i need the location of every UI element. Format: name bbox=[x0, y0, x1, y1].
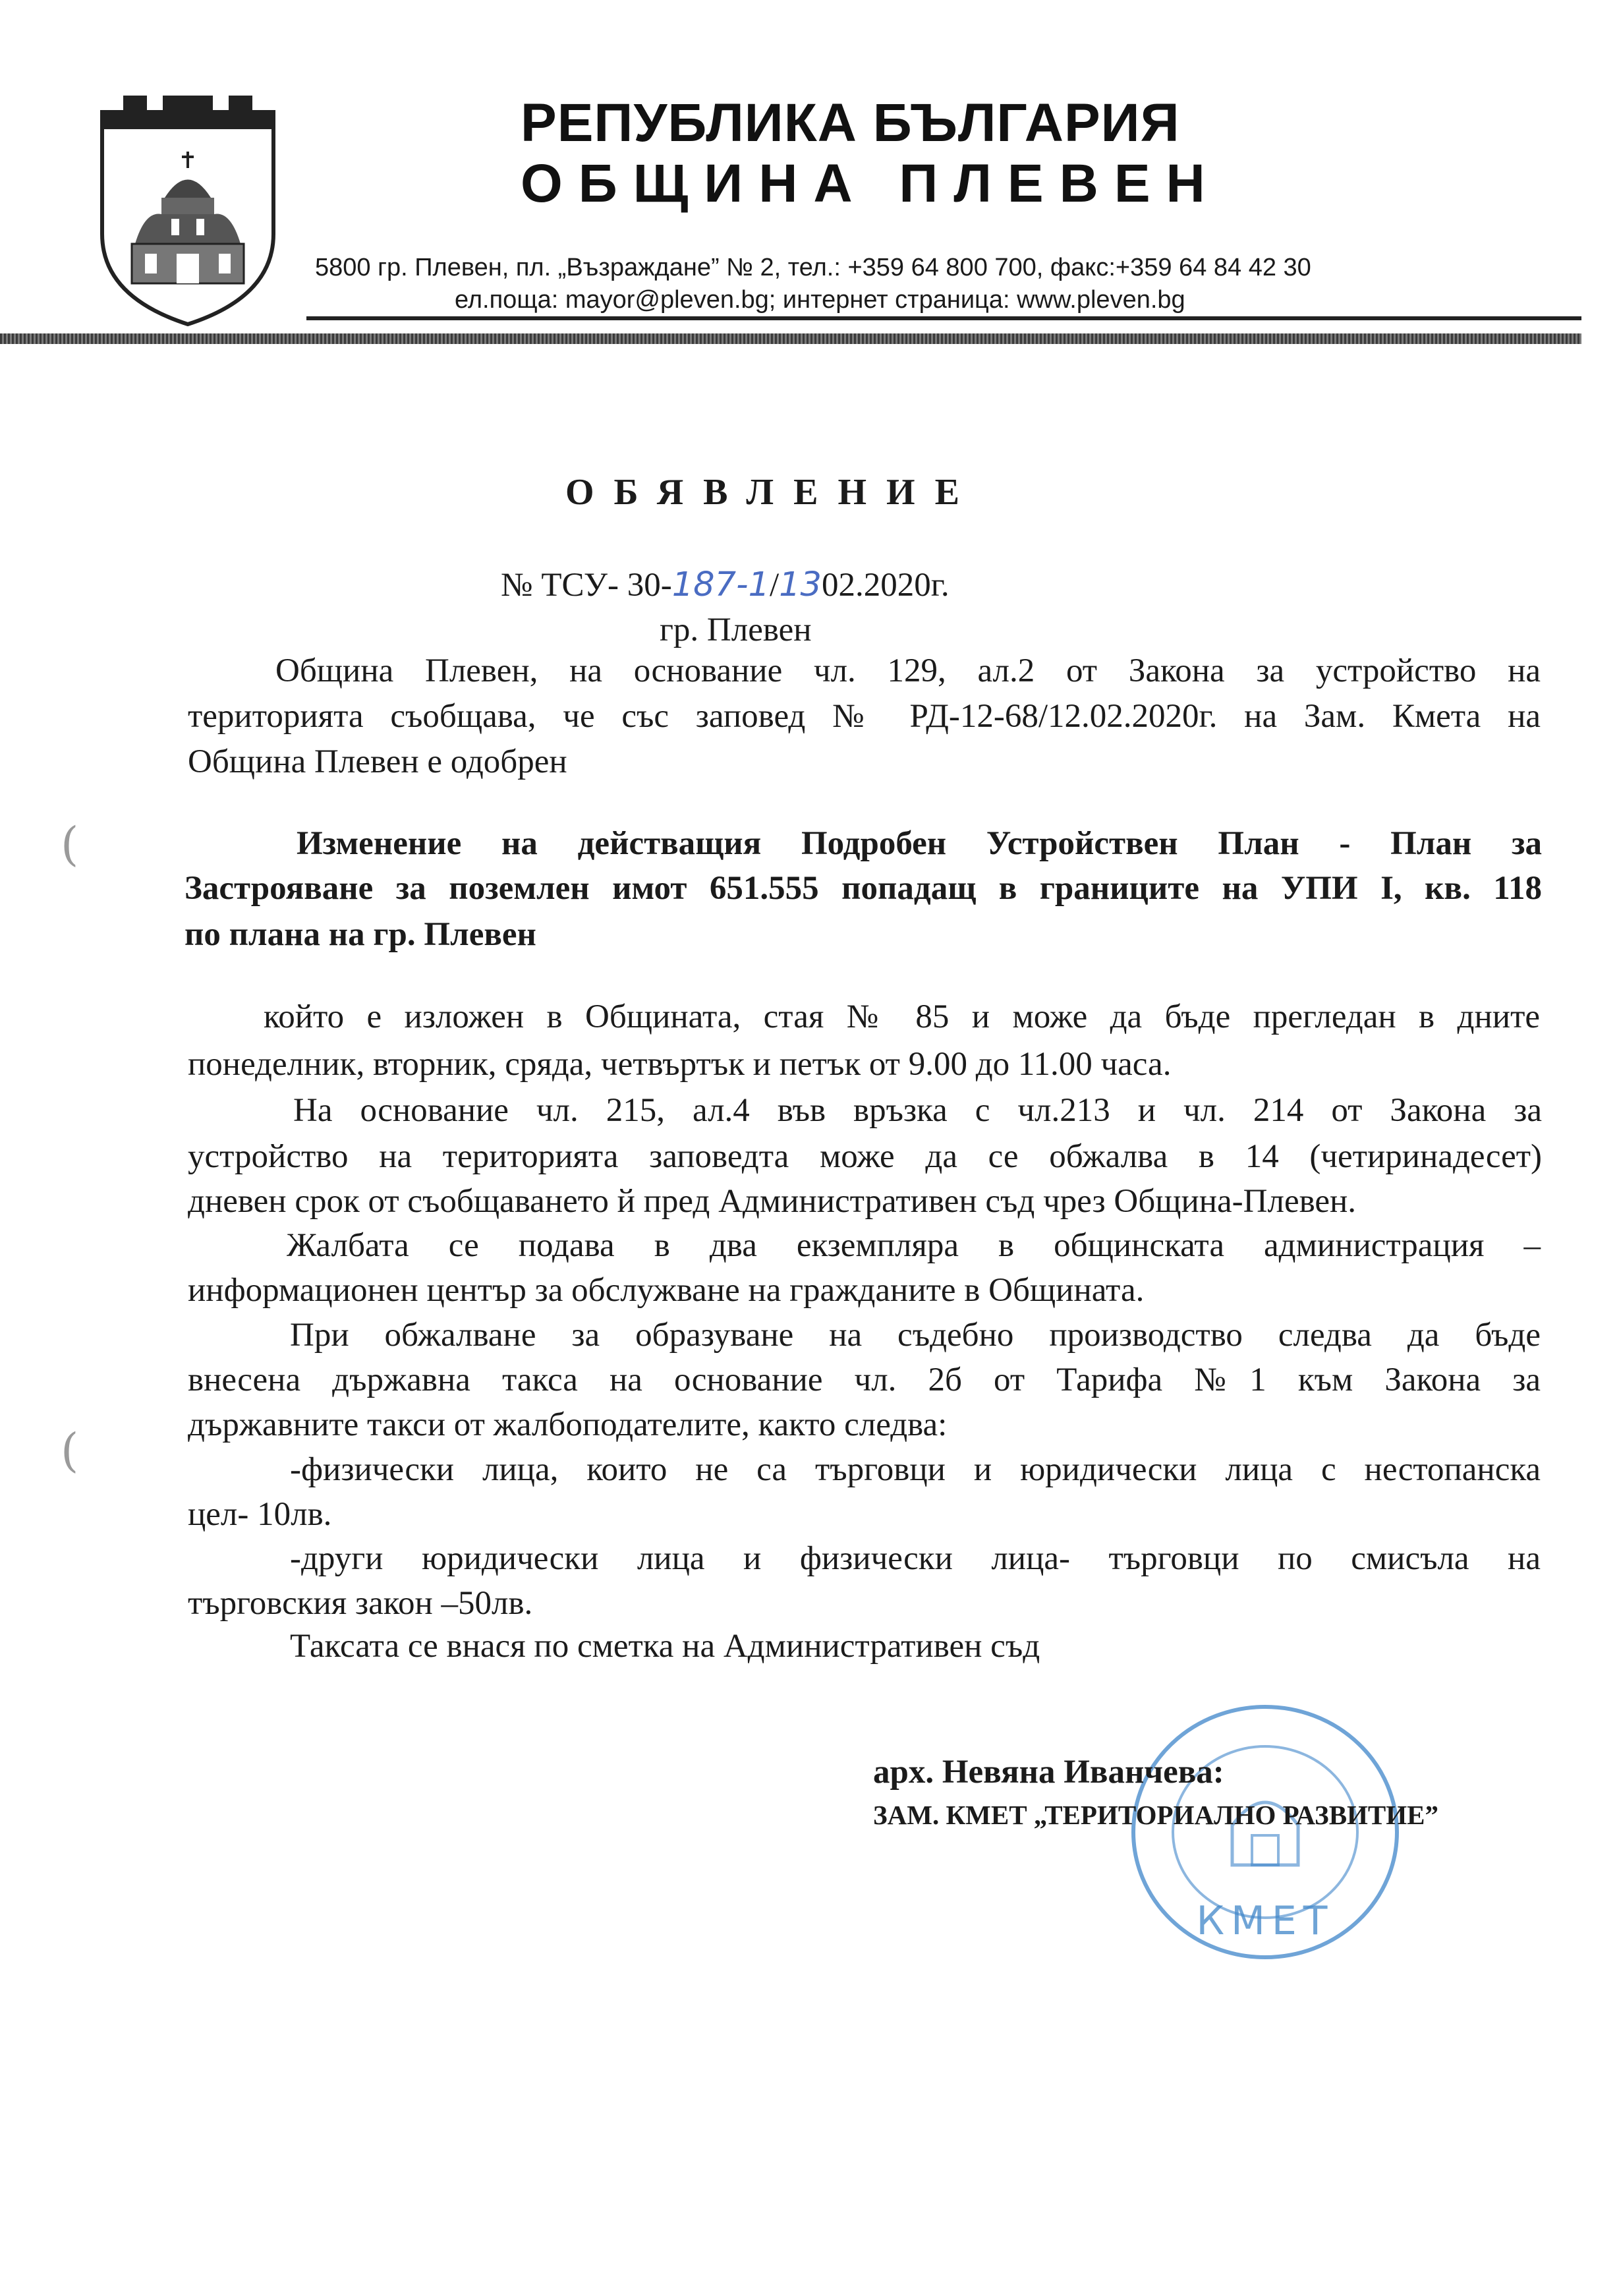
paragraph-line: устройство на територията заповедта може да се обжалва в 14 (четиринадесет) bbox=[188, 1138, 1542, 1175]
subject-line: Изменение на действащия Подробен Устройствен План - План за bbox=[297, 825, 1542, 862]
number-separator: / bbox=[769, 567, 780, 604]
paragraph-line: понеделник, вторник, сряда, четвъртък и петък от 9.00 до 11.00 часа. bbox=[188, 1046, 1172, 1083]
number-prefix: № ТСУ- 30- bbox=[501, 567, 672, 604]
subject-line: Застрояване за поземлен имот 651.555 попадащ в границите на УПИ I, кв. 118 bbox=[185, 870, 1542, 907]
official-stamp bbox=[1114, 1700, 1456, 1977]
paragraph-line: държавните такси от жалбоподателите, както следва: bbox=[188, 1406, 948, 1443]
header-title-country: РЕПУБЛИКА БЪЛГАРИЯ bbox=[521, 93, 1180, 153]
paragraph-line: дневен срок от съобщаването й пред Административен съд чрез Община-Плевен. bbox=[188, 1183, 1357, 1220]
intro-line: територията съобщава, че със заповед № РД-12-68/12.02.2020г. на Зам. Кмета на bbox=[188, 698, 1541, 735]
paragraph-line: Жалбата се подава в два екземпляра в общинската администрация – bbox=[287, 1227, 1541, 1264]
signatory-name: арх. Невяна Иванчева: bbox=[873, 1754, 1224, 1791]
header-contacts: ел.поща: mayor@pleven.bg; интернет страница: www.pleven.bg bbox=[455, 286, 1185, 314]
document-number bbox=[501, 565, 950, 605]
fee-line: цел- 10лв. bbox=[188, 1496, 332, 1533]
header-address: 5800 гр. Плевен, пл. „Възраждане” № 2, тел.: +359 64 800 700, факс:+359 64 84 42 30 bbox=[315, 254, 1311, 281]
header-title-municipality: ОБЩИНА ПЛЕВЕН bbox=[521, 154, 1221, 214]
subject-line: по плана на гр. Плевен bbox=[185, 916, 536, 953]
paragraph-line: При обжалване за образуване на съдебно производство следва да бъде bbox=[290, 1317, 1541, 1354]
paragraph-line: На основание чл. 215, ал.4 във връзка с чл.213 и чл. 214 от Закона за bbox=[293, 1092, 1542, 1129]
header-rule bbox=[306, 316, 1581, 320]
number-suffix: 02.2020г. bbox=[822, 567, 950, 604]
signatory-title: ЗАМ. КМЕТ „ТЕРИТОРИАЛНО РАЗВИТИЕ” bbox=[873, 1800, 1439, 1830]
document-heading: ОБЯВЛЕНИЕ bbox=[565, 472, 979, 513]
intro-line: Община Плевен, на основание чл. 129, ал.2 от Закона за устройство на bbox=[275, 652, 1541, 689]
paragraph-line: информационен център за обслужване на гражданите в Общината. bbox=[188, 1272, 1145, 1309]
paragraph-line: който е изложен в Общината, стая № 85 и може да бъде прегледан в дните bbox=[264, 998, 1540, 1035]
paragraph-line: Таксата се внася по сметка на Административен съд bbox=[290, 1628, 1040, 1665]
header-rule-hatched bbox=[0, 333, 1581, 344]
number-handwritten: 187-1 bbox=[671, 565, 770, 604]
punch-hole-mark: ( bbox=[61, 1423, 79, 1478]
day-handwritten: 13 bbox=[779, 565, 822, 604]
document-city: гр. Плевен bbox=[660, 612, 812, 648]
coat-of-arms-logo bbox=[99, 92, 277, 330]
punch-hole-mark: ( bbox=[61, 817, 79, 871]
fee-line: търговския закон –50лв. bbox=[188, 1585, 533, 1622]
paragraph-line: внесена държавна такса на основание чл. 2б от Тарифа №1 към Закона за bbox=[188, 1362, 1541, 1398]
intro-line: Община Плевен е одобрен bbox=[188, 743, 567, 780]
fee-line: -други юридически лица и физически лица- търговци по смисъла на bbox=[290, 1540, 1541, 1577]
stamp-label: КМЕТ bbox=[1196, 1898, 1334, 1944]
fee-line: -физически лица, които не са търговци и юридически лица с нестопанска bbox=[290, 1451, 1541, 1488]
